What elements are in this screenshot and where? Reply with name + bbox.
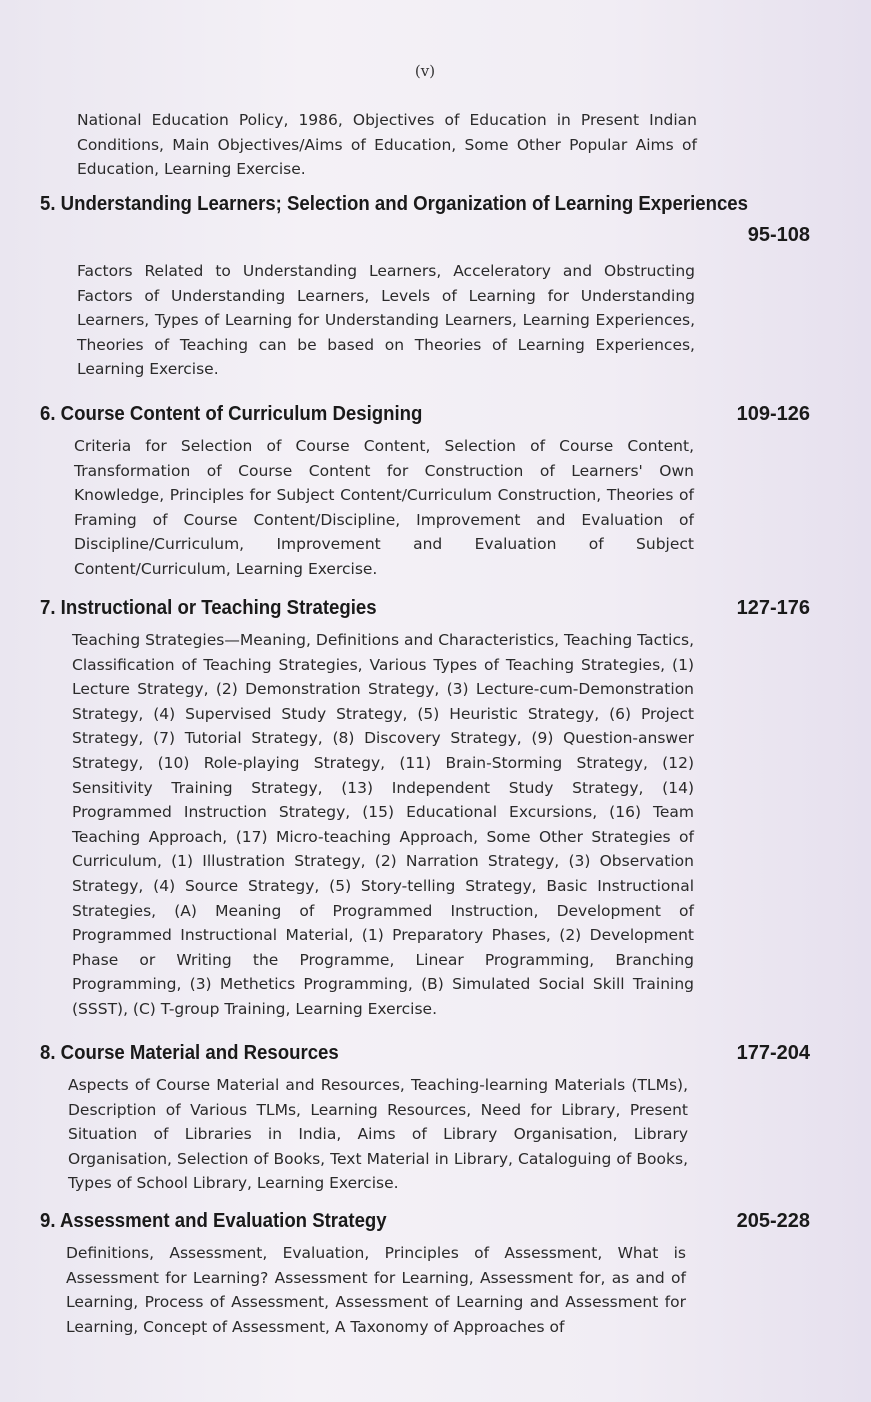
chapter-pages: 95-108 xyxy=(747,224,810,246)
chapter-summary: Teaching Strategies—Meaning, Definitions and Characteristics, Teaching Tactics, Classification of Teaching Strategies, Various Types of Teaching Strategies, (1) Lecture Strategy, (2) Demonstration Strategy, (3) Lecture-cum-Demonstration Strategy, (4) Supervised Study Strategy, (5) Heuristic Strategy, (6) Project Strategy, (7) Tutorial Strategy, (8) Discovery Strategy, (9) Question-answer Strategy, (10) Role-playing Strategy, (11) Brain-Storming Strategy, (12) Sensitivity Training Strategy, (13) Independent Study Strategy, (14) Programmed Instruction Strategy, (15) Educational Excursions, (16) Team Teaching Approach, (17) Micro-teaching Approach, Some Other Strategies of Curriculum, (1) Illustration Strategy, (2) Narration Strategy, (3) Observation Strategy, (4) Source Strategy, (5) Story-telling Strategy, Basic Instructional Strategies, (A) Meaning of Programmed Instruction, Development of Programmed Instructional Material, (1) Preparatory Phases, (2) Development Phase or Writing the Programme, Linear Programming, Branching Programming, (3) Methetics Programming, (B) Simulated Social Skill Training (SSST), (C) T-group Training, Learning Exercise. xyxy=(72,631,694,1018)
chapter-pages: 127-176 xyxy=(736,597,810,619)
chapter-title: 9. Assessment and Evaluation Strategy xyxy=(40,1210,387,1232)
chapter-summary: Criteria for Selection of Course Content, Selection of Course Content, Transformation of Course Content for Construction of Learners' Own Knowledge, Principles for Subject Content/Curriculum Construction, Theories of Framing of Course Content/Discipline, Improvement and Evaluation of Discipline/Curriculum, Improvement and Evaluation of Subject Content/Curriculum, Learning Exercise. xyxy=(74,437,694,578)
chapter-title: 6. Course Content of Curriculum Designing xyxy=(40,403,423,425)
chapter-5 xyxy=(40,193,810,382)
chapter-title: 7. Instructional or Teaching Strategies xyxy=(40,597,377,619)
chapter-title: 5. Understanding Learners; Selection and Organization of Learning Experiences xyxy=(40,193,748,215)
chapter-heading xyxy=(40,1042,810,1065)
chapter-8 xyxy=(40,1042,810,1196)
chapter-summary: Aspects of Course Material and Resources, Teaching-learning Materials (TLMs), Description of Various TLMs, Learning Resources, Need for Library, Present Situation of Libraries in India, Aims of Library Organisation, Library Organisation, Selection of Books, Text Material in Library, Cataloguing of Books, Types of School Library, Learning Exercise. xyxy=(68,1076,688,1192)
chapter-9 xyxy=(40,1210,810,1339)
chapter-title: 8. Course Material and Resources xyxy=(40,1042,339,1064)
intro-paragraph: National Education Policy, 1986, Objectives of Education in Present Indian Conditions, Main Objectives/Aims of Education, Some Other Popular Aims of Education, Learning Exercise. xyxy=(77,111,697,178)
chapter-pages: 205-228 xyxy=(736,1210,810,1232)
chapter-heading xyxy=(40,597,810,620)
chapter-heading xyxy=(40,1210,810,1233)
page-number: (v) xyxy=(414,62,436,80)
chapter-summary: Definitions, Assessment, Evaluation, Principles of Assessment, What is Assessment for Learning? Assessment for Learning, Assessment for, as and of Learning, Process of Assessment, Assessment of Learning and Assessment for Learning, Concept of Assessment, A Taxonomy of Approaches of xyxy=(66,1244,686,1336)
chapter-heading xyxy=(40,193,810,247)
chapter-7 xyxy=(40,597,810,1022)
chapter-pages: 109-126 xyxy=(736,403,810,425)
chapter-pages: 177-204 xyxy=(736,1042,810,1064)
chapter-summary: Factors Related to Understanding Learners, Acceleratory and Obstructing Factors of Understanding Learners, Levels of Learning for Understanding Learners, Types of Learning for Understanding Learners, Learning Experiences, Theories of Teaching can be based on Theories of Learning Experiences, Learning Exercise. xyxy=(77,262,695,378)
chapter-6 xyxy=(40,403,810,581)
chapter-heading xyxy=(40,403,810,426)
